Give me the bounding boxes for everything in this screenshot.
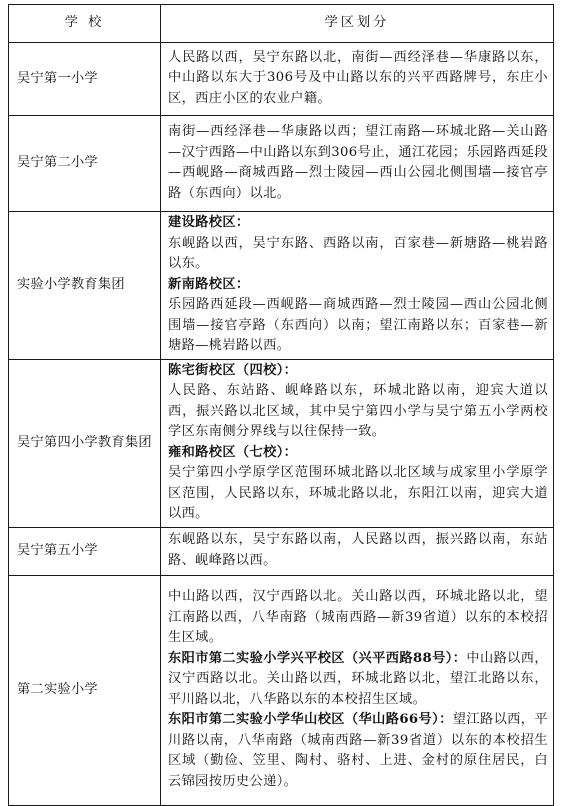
table-header-row <box>9 5 554 43</box>
campus-name: 建设路校区： <box>168 215 250 230</box>
campus-district-text: 中山路以西，汉宁西路以北。关山路以西，环城北路以北，望江北路以东，平川路以北，八华路以东的本校招生区域。 <box>168 650 548 707</box>
table-row <box>9 116 554 212</box>
campus-block <box>168 710 548 792</box>
district-text: 中山路以西，汉宁西路以北。关山路以西，环城北路以北，望江南路以西，八华南路（城南西路—新39省道）以东的本校招生区域。 <box>168 589 548 645</box>
header-school: 学 校 <box>9 5 161 43</box>
table-row <box>9 527 554 575</box>
table-row <box>9 212 554 360</box>
campus-name: 雍和路校区（七校）： <box>168 444 298 460</box>
school-name: 实验小学教育集团 <box>9 212 161 360</box>
table-row <box>9 575 554 805</box>
table-row <box>9 43 554 116</box>
campus-name: 东阳市第二实验小学兴平校区（兴平西路88号）： <box>168 650 467 666</box>
district-cell <box>161 212 554 360</box>
campus-name: 新南路校区： <box>168 276 250 292</box>
campus-district-text: 乐园路西延段—西岘路—商城西路—烈士陵园—西山公园北侧围墙—接官亭路（东西向）以南；望江南路以东；百家巷—新塘路—桃岩路以西。 <box>168 297 548 353</box>
school-name: 吴宁第一小学 <box>9 43 161 116</box>
school-name: 吴宁第四小学教育集团 <box>9 359 161 527</box>
district-cell <box>161 359 554 527</box>
table-row <box>9 359 554 527</box>
header-district: 学区划分 <box>161 5 554 43</box>
district-text: 东岘路以东，吴宁东路以南，人民路以西，振兴路以南，东站路、岘峰路以西。 <box>161 527 554 575</box>
school-district-table <box>8 4 554 806</box>
campus-district-text: 人民路、东站路、岘峰路以东，环城北路以南，迎宾大道以西，振兴路以北区域，其中吴宁第四小学与吴宁第五小学两校学区东南侧分界线与以往保持一致。 <box>168 383 548 439</box>
campus-block <box>168 649 548 711</box>
campus-name: 陈宅街校区（四校）： <box>168 362 298 378</box>
district-cell <box>161 575 554 805</box>
campus-district-text: 东岘路以西，吴宁东路、西路以南，百家巷—新塘路—桃岩路以东。 <box>168 235 548 271</box>
school-name: 吴宁第五小学 <box>9 527 161 575</box>
district-text: 人民路以西，吴宁东路以北，南街—西经泽巷—华康路以东，中山路以东大于306号及中山路以东的兴平西路牌号，东庄小区，西庄小区的农业户籍。 <box>161 43 554 116</box>
school-name: 吴宁第二小学 <box>9 116 161 212</box>
school-name: 第二实验小学 <box>9 575 161 805</box>
campus-name: 东阳市第二实验小学华山校区（华山路66号）： <box>168 712 453 727</box>
district-text: 南街—西经泽巷—华康路以西；望江南路—环城北路—关山路—汉宁西路—中山路以东到306号止，通江花园；乐园路西延段—西岘路—商城西路—烈士陵园—西山公园北侧围墙—接官亭路（东西向）以北。 <box>161 116 554 212</box>
campus-district-text: 望江路以西，平川路以南，八华南路（城南西路—新39省道）以东的本校招生区域（勤俭、笠里、陶村、骆村、上进、金村的原住居民，白云锦园按历史公递）。 <box>168 712 548 789</box>
campus-district-text: 吴宁第四小学原学区范围环城北路以北区域与成家里小学原学区范围，人民路以东，环城北路以北，东阳江以南，迎宾大道以西。 <box>168 465 548 521</box>
